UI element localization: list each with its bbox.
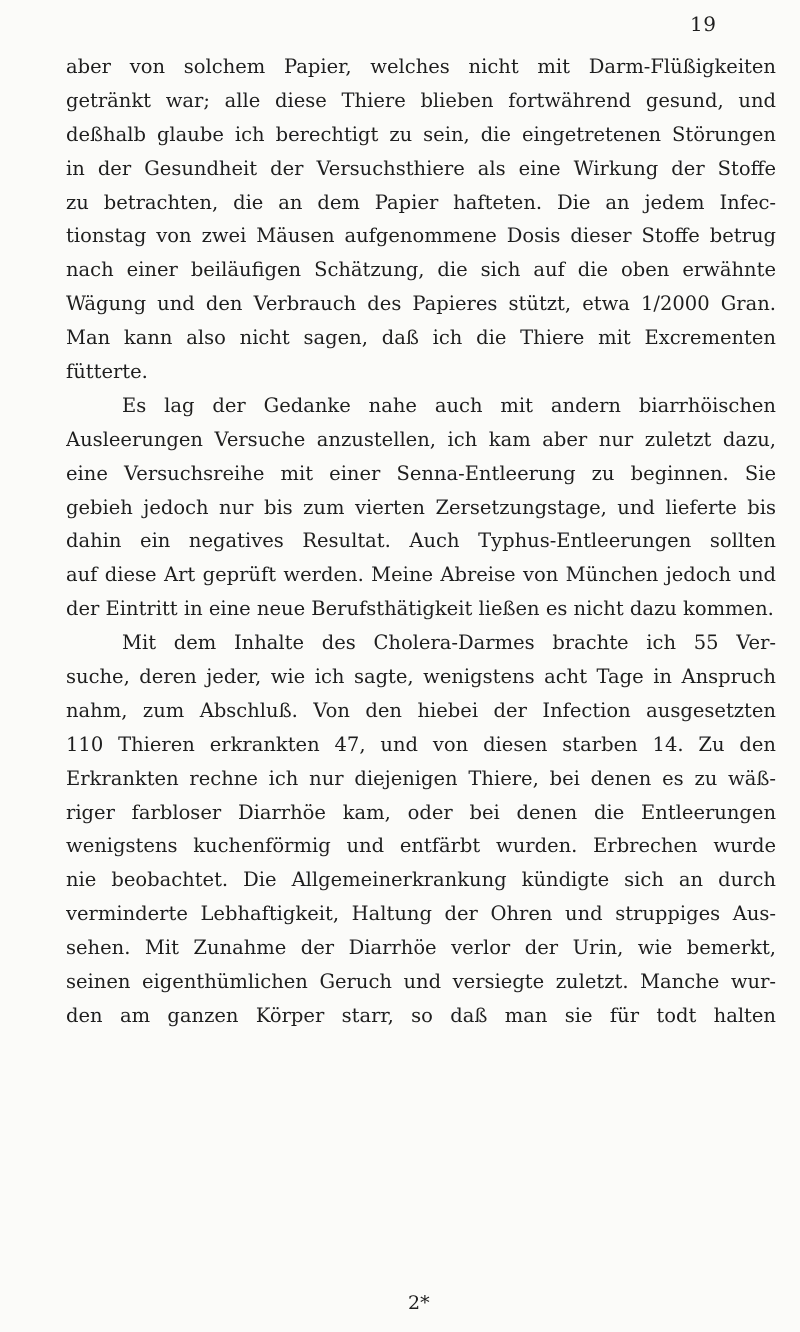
text-line: zu betrachten, die an dem Papier hafteten. Die an jedem Infec-	[66, 190, 776, 214]
text-line: der Eintritt in eine neue Berufsthätigkeit ließen es nicht dazu kommen.	[66, 597, 774, 621]
text-line: verminderte Lebhaftigkeit, Haltung der Ohren und struppiges Aus-	[66, 902, 776, 926]
text-line: auf diese Art geprüft werden. Meine Abreise von München jedoch und	[66, 563, 776, 587]
text-line: aber von solchem Papier, welches nicht mit Darm-Flüßigkeiten	[66, 55, 776, 78]
body-text	[66, 50, 776, 1033]
text-line: Mit dem Inhalte des Cholera-Darmes brachte ich 55 Ver-	[122, 631, 776, 655]
text-line: sehen. Mit Zunahme der Diarrhöe verlor der Urin, wie bemerkt,	[66, 936, 776, 960]
text-line: Es lag der Gedanke nahe auch mit andern biarrhöischen	[122, 393, 776, 417]
text-line: seinen eigenthümlichen Geruch und versiegte zuletzt. Manche wur-	[66, 970, 776, 994]
text-line: nahm, zum Abschluß. Von den hiebei der Infection ausgesetzten	[66, 698, 776, 722]
text-line: Wägung und den Verbrauch des Papieres stützt, etwa 1/2000 Gran.	[66, 292, 776, 316]
text-line: Man kann also nicht sagen, daß ich die Thiere mit Excrementen	[66, 326, 776, 350]
text-line: 110 Thieren erkrankten 47, und von diesen starben 14. Zu den	[66, 732, 776, 756]
text-line: den am ganzen Körper starr, so daß man sie für todt halten	[66, 1003, 776, 1027]
text-line: in der Gesundheit der Versuchsthiere als eine Wirkung der Stoffe	[66, 156, 776, 180]
text-line: getränkt war; alle diese Thiere blieben fortwährend gesund, und	[66, 88, 776, 112]
text-line: Ausleerungen Versuche anzustellen, ich kam aber nur zuletzt dazu,	[66, 427, 776, 451]
text-line: wenigstens kuchenförmig und entfärbt wurden. Erbrechen wurde	[66, 834, 776, 858]
text-line: suche, deren jeder, wie ich sagte, wenigstens acht Tage in Anspruch	[66, 665, 776, 689]
page-number: 19	[690, 12, 717, 36]
text-line: tionstag von zwei Mäusen aufgenommene Dosis dieser Stoffe betrug	[66, 224, 776, 248]
text-line: gebieh jedoch nur bis zum vierten Zersetzungstage, und lieferte bis	[66, 495, 776, 519]
text-line: riger farbloser Diarrhöe kam, oder bei denen die Entleerungen	[66, 800, 776, 824]
text-line: nach einer beiläufigen Schätzung, die sich auf die oben erwähnte	[66, 258, 776, 282]
text-line: Erkrankten rechne ich nur diejenigen Thiere, bei denen es zu wäß-	[66, 766, 776, 790]
text-line: fütterte.	[66, 360, 148, 384]
text-line: nie beobachtet. Die Allgemeinerkrankung kündigte sich an durch	[66, 868, 776, 892]
text-line: eine Versuchsreihe mit einer Senna-Entleerung zu beginnen. Sie	[66, 461, 776, 485]
printer-signature-mark: 2*	[408, 1292, 430, 1314]
text-line: deßhalb glaube ich berechtigt zu sein, die eingetretenen Störungen	[66, 122, 776, 146]
text-line: dahin ein negatives Resultat. Auch Typhus-Entleerungen sollten	[66, 529, 776, 553]
